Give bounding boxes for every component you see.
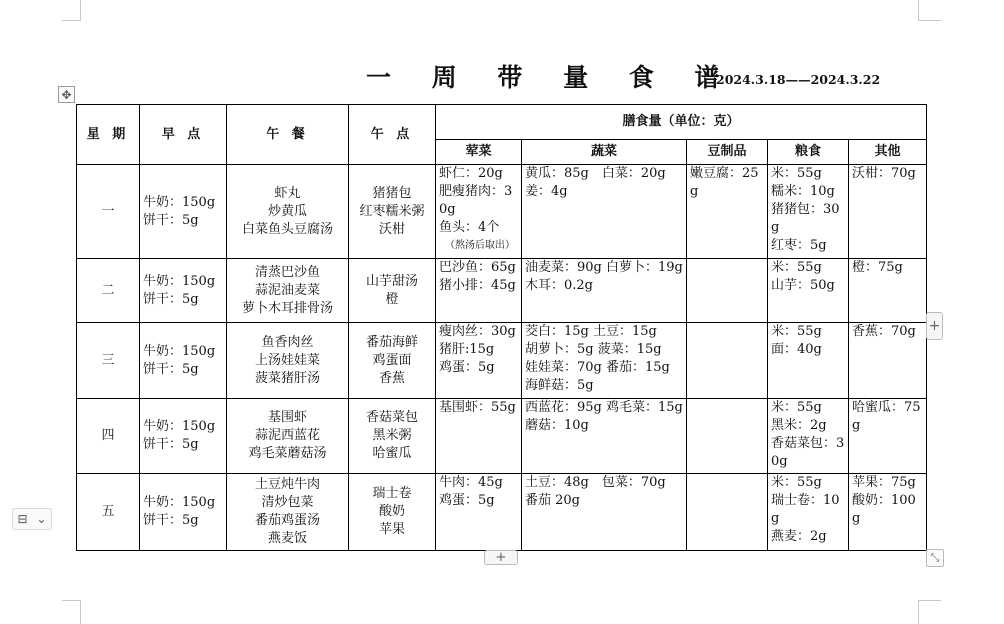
cell-soy[interactable] [687,165,768,259]
cell-grain[interactable] [768,259,849,323]
breakfast-item: 饼干：5g [143,291,199,307]
header-snack: 午 点 [349,105,436,165]
header-soy: 豆制品 [687,140,768,165]
meat-item: 巴沙鱼：65g [439,260,516,275]
lunch-item: 蒜泥西蓝花 [254,428,320,443]
lunch-item: 燕麦饭 [267,531,307,546]
add-column-button[interactable] [926,312,943,340]
header-other: 其他 [849,140,927,165]
breakfast-item: 牛奶：150g [143,194,216,210]
breakfast-item: 饼干：5g [143,513,199,528]
grain-item: 香菇菜包：30g [771,436,845,469]
snack-item: 香菇菜包 [365,410,418,425]
document-title: 一 周 带 量 食 谱 [366,63,736,92]
table-row [77,165,927,259]
cell-breakfast[interactable] [140,323,227,399]
table-move-handle[interactable] [58,86,75,103]
cell-veg[interactable] [522,259,687,323]
crop-mark-top-left [62,0,81,21]
cell-other[interactable] [849,474,927,551]
grain-item: 米：55g [771,400,822,415]
table-row [77,399,927,474]
cell-lunch[interactable] [227,323,349,399]
breakfast-item: 牛奶：150g [143,495,216,510]
cell-lunch[interactable] [227,259,349,323]
grain-item: 燕麦：2g [771,529,827,544]
cell-soy[interactable] [687,399,768,474]
cell-day[interactable]: 三 [77,323,140,399]
lunch-item: 蒜泥油麦菜 [254,282,320,298]
other-item: 苹果：75g [852,475,916,490]
lunch-item: 鱼香肉丝 [261,334,314,350]
chevron-down-icon: ⌄ [36,512,47,526]
cell-soy[interactable] [687,259,768,323]
breakfast-item: 饼干：5g [143,361,199,377]
veg-item: 土豆：48g 包菜：70g [525,475,666,490]
table-row [77,474,927,551]
cell-lunch[interactable] [227,474,349,551]
breakfast-item: 牛奶：150g [143,419,216,434]
grain-item: 米：55g [771,166,822,181]
cell-other[interactable] [849,323,927,399]
plus-icon: + [495,550,507,565]
veg-item: 海鲜菇：5g [525,378,594,393]
meat-item: 瘦肉丝：30g [439,324,516,339]
grain-item: 糯米：10g [771,184,835,199]
veg-item: 黄瓜：85g 白菜：20g [525,166,666,181]
cell-snack[interactable] [349,259,436,323]
crop-mark-top-right [918,0,941,21]
other-item: 橙：75g [852,260,903,275]
grain-item: 米：55g [771,260,822,275]
lunch-item: 白菜鱼头豆腐汤 [241,221,333,237]
cell-day[interactable]: 四 [77,399,140,474]
cell-breakfast[interactable] [140,399,227,474]
veg-item: 胡萝卜：5g 菠菜：15g [525,342,662,357]
snack-item: 哈蜜瓜 [372,446,412,461]
cell-breakfast[interactable] [140,474,227,551]
lunch-item: 基围虾 [267,410,307,425]
header-meat: 荤菜 [436,140,522,165]
cell-meat[interactable] [436,259,522,323]
cell-other[interactable] [849,259,927,323]
cell-lunch[interactable] [227,399,349,474]
cell-grain[interactable] [768,399,849,474]
grain-item: 瑞士卷：10g [771,493,840,526]
header-day: 星 期 [77,105,140,165]
snack-item: 瑞士卷 [372,486,412,501]
cell-breakfast[interactable] [140,165,227,259]
snack-item: 红枣糯米粥 [359,203,425,219]
other-item: 酸奶：100g [852,493,916,526]
grain-item: 猪猪包：30g [771,202,840,235]
snack-item: 山芋甜汤 [365,273,418,289]
cell-veg[interactable] [522,474,687,551]
cell-snack[interactable] [349,399,436,474]
cell-meat[interactable] [436,474,522,551]
soy-item: 嫩豆腐：25g [690,166,759,199]
cell-snack[interactable] [349,323,436,399]
plus-icon: + [928,318,941,334]
meat-item: 猪小排：45g [439,278,516,293]
cell-meat[interactable] [436,399,522,474]
cell-day[interactable]: 一 [77,165,140,259]
cell-day[interactable]: 五 [77,474,140,551]
cell-soy[interactable] [687,323,768,399]
snack-item: 香蕉 [378,370,405,386]
cell-veg[interactable] [522,323,687,399]
crop-mark-bottom-left [62,600,81,624]
date-range: 2024.3.18——2024.3.22 [716,72,881,87]
header-breakfast: 早 点 [140,105,227,165]
snack-item: 鸡蛋面 [372,352,412,368]
cell-veg[interactable] [522,399,687,474]
grain-item: 米：55g [771,324,822,339]
meat-item: 鸡蛋：5g [439,493,495,508]
lunch-item: 番茄鸡蛋汤 [254,513,320,528]
lunch-item: 清蒸巴沙鱼 [254,264,320,280]
snack-item: 沃柑 [378,221,405,237]
cell-snack[interactable] [349,165,436,259]
table-row [77,323,927,399]
other-item: 哈蜜瓜：75g [852,400,921,433]
header-veg: 蔬菜 [522,140,687,165]
meat-item: 牛肉：45g [439,475,503,490]
weekly-menu-table [76,104,927,551]
add-row-button[interactable] [484,550,518,565]
other-item: 香蕉：70g [852,324,916,339]
grain-item: 面：40g [771,342,822,357]
cell-meat[interactable] [436,165,522,259]
cell-meat[interactable] [436,323,522,399]
grain-item: 山芋：50g [771,278,835,293]
crop-mark-bottom-right [918,600,941,624]
veg-item: 西蓝花：95g 鸡毛菜：15g [525,400,683,415]
grain-item: 黑米：2g [771,418,827,433]
cell-breakfast[interactable] [140,259,227,323]
page-menu-button[interactable] [12,508,52,530]
meat-item: 鸡蛋：5g [439,360,495,375]
cell-grain[interactable] [768,474,849,551]
snack-item: 猪猪包 [372,185,412,201]
lunch-item: 清炒包菜 [261,495,314,510]
header-lunch: 午 餐 [227,105,349,165]
veg-item: 蘑菇：10g [525,418,589,433]
lunch-item: 萝卜木耳排骨汤 [241,300,333,316]
snack-item: 酸奶 [378,504,405,519]
header-grain: 粮食 [768,140,849,165]
breakfast-item: 饼干：5g [143,212,199,228]
veg-item: 番茄 20g [525,493,580,508]
cell-day[interactable]: 二 [77,259,140,323]
meat-note: （熬汤后取出） [445,240,515,251]
snack-item: 番茄海鲜 [365,334,418,350]
veg-item: 娃娃菜：70g 番茄：15g [525,360,670,375]
cell-other[interactable] [849,399,927,474]
move-icon: ✥ [61,87,72,102]
meat-item: 肥瘦猪肉：30g [439,184,513,217]
cell-lunch[interactable] [227,165,349,259]
lunch-item: 炒黄瓜 [267,203,307,219]
header-intake: 膳食量（单位：克） [436,105,927,140]
cell-veg[interactable] [522,165,687,259]
lunch-item: 上汤娃娃菜 [254,352,320,368]
meat-item: 基围虾：55g [439,400,516,415]
lunch-item: 虾丸 [274,185,301,201]
lunch-item: 菠菜猪肝汤 [254,370,320,386]
veg-item: 姜：4g [525,184,568,199]
cell-grain[interactable] [768,323,849,399]
cell-grain[interactable] [768,165,849,259]
meat-item: 猪肝:15g [439,342,495,357]
resize-icon: ⤡ [930,551,940,564]
cell-other[interactable] [849,165,927,259]
meat-item: 虾仁：20g [439,166,503,181]
table-resize-handle[interactable] [926,549,944,567]
snack-item: 橙 [385,291,399,307]
breakfast-item: 牛奶：150g [143,273,216,289]
cell-snack[interactable] [349,474,436,551]
grain-item: 米：55g [771,475,822,490]
snack-item: 黑米粥 [372,428,412,443]
meat-item: 鱼头：4个 [439,220,500,235]
other-item: 沃柑：70g [852,166,916,181]
page-menu-icon: ⊟ [17,512,28,526]
veg-item: 油麦菜：90g 白萝卜：19g [525,260,683,275]
veg-item: 茭白：15g 土豆：15g [525,324,657,339]
snack-item: 苹果 [378,522,405,537]
veg-item: 木耳：0.2g [525,278,593,293]
lunch-item: 土豆炖牛肉 [254,477,320,492]
grain-item: 红枣：5g [771,238,827,253]
breakfast-item: 饼干：5g [143,437,199,452]
lunch-item: 鸡毛菜蘑菇汤 [248,446,327,461]
table-row [77,259,927,323]
cell-soy[interactable] [687,474,768,551]
breakfast-item: 牛奶：150g [143,343,216,359]
